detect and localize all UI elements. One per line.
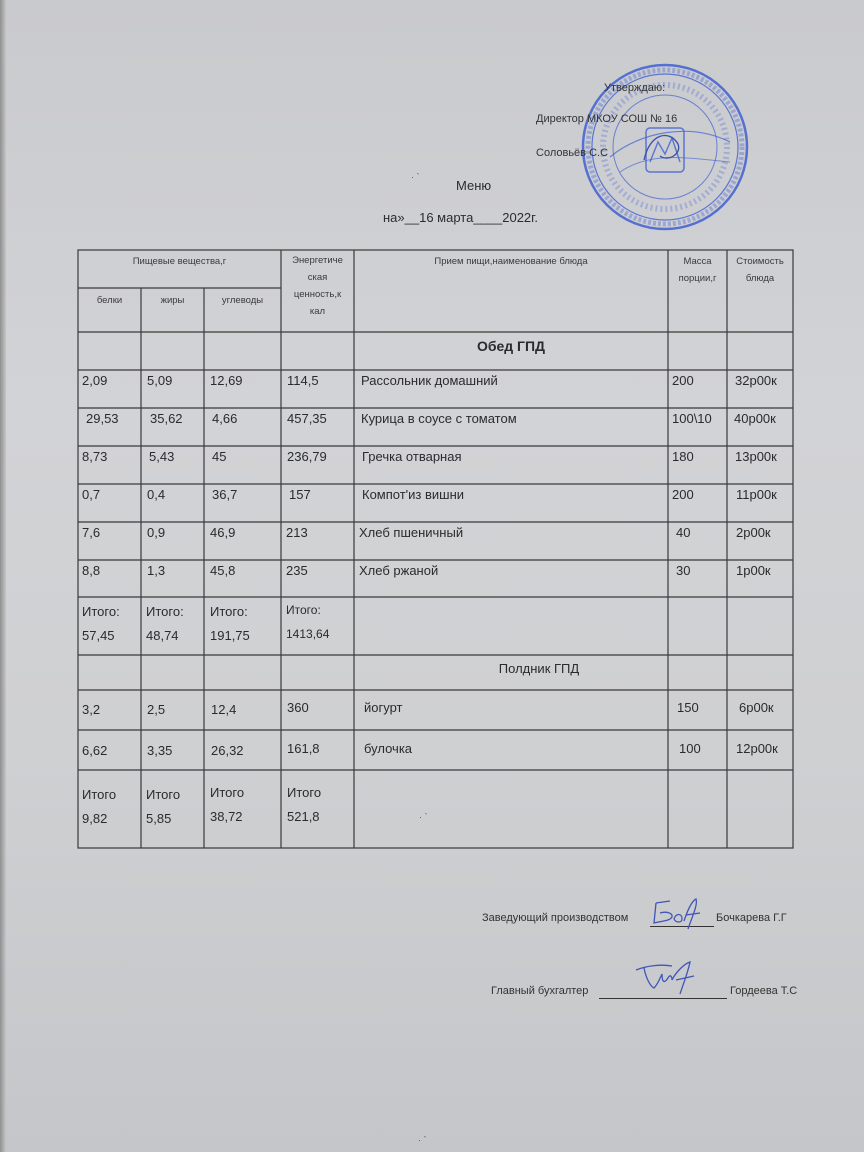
cell-dish: Компот'из вишни (362, 487, 465, 502)
production-head-name: Бочкарева Г.Г (716, 912, 787, 924)
total-energy (286, 598, 329, 646)
approve-label: Утверждаю: (604, 82, 666, 94)
cell-carbs: 12,69 (210, 373, 243, 388)
cell-fat: 5,09 (147, 373, 173, 388)
cell-protein: 3,2 (82, 702, 101, 717)
cell-energy: 360 (287, 700, 309, 715)
header-carbs: углеводы (221, 295, 264, 306)
total-carbs (210, 781, 244, 829)
accountant-signature-line (599, 998, 727, 999)
total-energy (287, 781, 321, 829)
page-title: Меню (456, 178, 492, 193)
cell-protein: 2,09 (82, 373, 108, 388)
cell-carbs: 45,8 (210, 563, 236, 578)
total-label: Итого: (82, 604, 120, 619)
cell-cost: 6р00к (739, 700, 774, 715)
total-label: Итого (287, 785, 322, 800)
cell-fat: 35,62 (150, 411, 183, 426)
cell-fat: 2,5 (147, 702, 166, 717)
cell-energy: 236,79 (287, 449, 327, 464)
cell-protein: 8,73 (82, 449, 108, 464)
total-fat (146, 783, 180, 831)
print-speck: · ` (418, 1135, 427, 1145)
cell-energy: 161,8 (287, 741, 320, 756)
cell-mass: 200 (672, 487, 694, 502)
director-name: Соловьёв С.С (536, 147, 609, 159)
cell-carbs: 4,66 (212, 411, 238, 426)
cell-cost: 13р00к (735, 449, 777, 464)
header-mass-line1: Масса (683, 256, 712, 267)
print-speck: · ` (419, 812, 428, 822)
cell-dish: булочка (364, 741, 413, 756)
cell-carbs: 12,4 (211, 702, 237, 717)
total-protein (82, 783, 116, 831)
cell-mass: 180 (672, 449, 694, 464)
cell-mass: 30 (676, 563, 691, 578)
cell-energy: 114,5 (287, 373, 319, 388)
header-energy (281, 252, 354, 320)
accountant-name: Гордеева Т.С (730, 985, 798, 997)
header-nutrients: Пищевые вещества,г (132, 256, 227, 267)
paper-edge (0, 0, 6, 1152)
cell-carbs: 46,9 (210, 525, 236, 540)
cell-energy: 157 (289, 487, 311, 502)
cell-cost: 11р00к (736, 487, 777, 502)
cell-dish: йогурт (364, 700, 403, 715)
header-energy-line3: ценность,к (293, 289, 342, 300)
total-value: 48,74 (146, 628, 179, 643)
header-fat: жиры (160, 295, 185, 306)
total-label: Итого: (210, 604, 248, 619)
accountant-signature-icon (632, 958, 712, 998)
section-title-snack: Полдник ГПД (498, 661, 580, 676)
cell-protein: 7,6 (82, 525, 101, 540)
cell-mass: 200 (672, 373, 694, 388)
cell-cost: 1р00к (736, 563, 771, 578)
total-label: Итого (82, 787, 117, 802)
total-label: Итого (210, 785, 245, 800)
total-fat (146, 600, 184, 648)
total-value: 5,85 (146, 811, 172, 826)
cell-mass: 40 (676, 525, 691, 540)
header-cost-line2: блюда (745, 273, 775, 284)
cell-protein: 6,62 (82, 743, 108, 758)
cell-fat: 0,4 (147, 487, 166, 502)
cell-carbs: 45 (212, 449, 227, 464)
header-cost (727, 253, 793, 287)
cell-dish: Хлеб пшеничный (359, 525, 464, 540)
cell-energy: 235 (286, 563, 308, 578)
total-value: 1413,64 (286, 627, 330, 641)
cell-dish: Гречка отварная (362, 449, 462, 464)
header-mass-line2: порции,г (678, 273, 717, 284)
cell-cost: 2р00к (736, 525, 771, 540)
header-energy-line2: ская (307, 272, 328, 283)
cell-energy: 213 (286, 525, 308, 540)
cell-fat: 0,9 (147, 525, 166, 540)
cell-energy: 457,35 (287, 411, 327, 426)
cell-dish: Рассольник домашний (361, 373, 498, 388)
cell-mass: 100\10 (672, 411, 712, 426)
cell-protein: 29,53 (86, 411, 119, 426)
header-mass (668, 253, 727, 287)
total-label: Итого: (146, 604, 184, 619)
total-value: 9,82 (82, 811, 108, 826)
header-energy-line1: Энергетиче (292, 255, 343, 266)
total-label: Итого (146, 787, 181, 802)
cell-carbs: 36,7 (212, 487, 238, 502)
cell-fat: 1,3 (147, 563, 166, 578)
production-head-signature-icon (648, 895, 718, 931)
total-value: 191,75 (210, 628, 250, 643)
total-value: 57,45 (82, 628, 115, 643)
total-value: 521,8 (287, 809, 320, 824)
cell-fat: 3,35 (147, 743, 173, 758)
cell-cost: 40р00к (734, 411, 776, 426)
total-protein (82, 600, 120, 648)
cell-protein: 8,8 (82, 563, 101, 578)
header-energy-line4: кал (309, 306, 326, 317)
cell-mass: 150 (677, 700, 699, 715)
menu-date: на»__16 марта____2022г. (383, 210, 538, 225)
cell-dish: Хлеб ржаной (359, 563, 439, 578)
header-protein: белки (96, 295, 123, 306)
cell-protein: 0,7 (82, 487, 101, 502)
cell-cost: 12р00к (736, 741, 778, 756)
header-cost-line1: Стоимость (736, 256, 784, 267)
production-head-label: Заведующий производством (482, 912, 629, 924)
section-title-lunch: Обед ГПД (476, 338, 546, 354)
print-speck: · ` (411, 172, 420, 182)
total-carbs (210, 600, 250, 648)
total-value: 38,72 (210, 809, 243, 824)
total-label: Итого: (286, 603, 321, 617)
cell-dish: Курица в соусе с томатом (361, 411, 517, 426)
cell-fat: 5,43 (149, 449, 175, 464)
cell-mass: 100 (679, 741, 701, 756)
director-line: Директор МКОУ СОШ № 16 (536, 113, 678, 125)
header-dish: Прием пищи,наименование блюда (434, 256, 588, 267)
cell-cost: 32р00к (735, 373, 777, 388)
accountant-label: Главный бухгалтер (491, 985, 589, 997)
cell-carbs: 26,32 (211, 743, 244, 758)
